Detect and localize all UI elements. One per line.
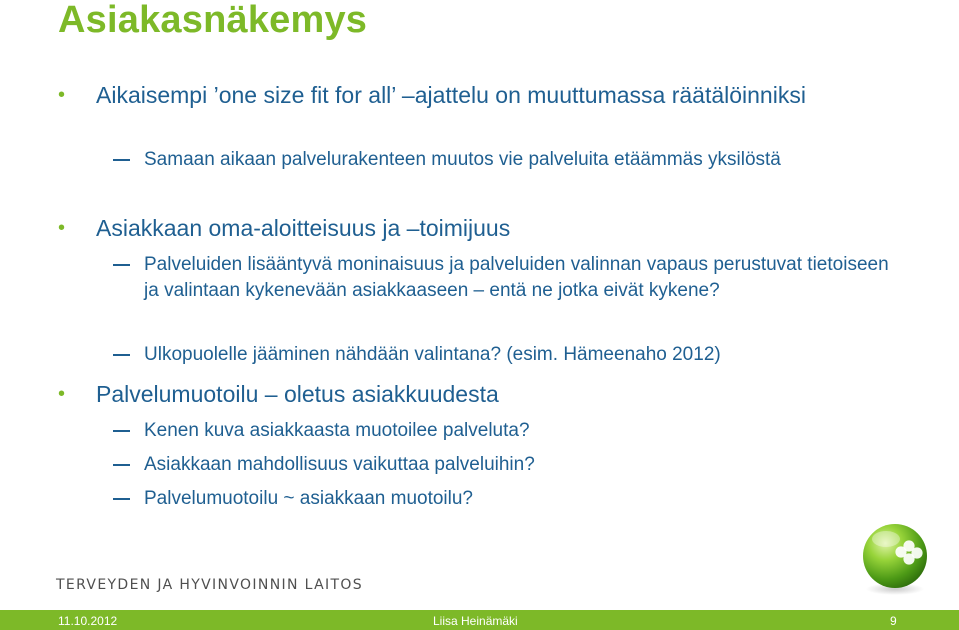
dash-marker (113, 464, 130, 466)
sub-bullet-text: Palvelumuotoilu ~ asiakkaan muotoilu? (144, 488, 474, 509)
organization-name: TERVEYDEN JA HYVINVOINNIN LAITOS (56, 577, 364, 593)
dash-marker (113, 354, 130, 356)
sub-bullet-text: Asiakkaan mahdollisuus vaikuttaa palveluihin? (144, 454, 535, 475)
bullet-text: Asiakkaan oma-aloitteisuus ja –toimijuus (96, 215, 511, 241)
green-sphere-clover-logo-icon (856, 519, 934, 597)
dash-marker (113, 159, 130, 161)
sub-bullet-text: Palveluiden lisääntyvä moninaisuus ja palveluiden valinnan vapaus perustuvat tietoiseen ja valintaan kykenevään asiakkaaseen – entä ne jotka eivät kykene? (144, 254, 889, 301)
footer-date: 11.10.2012 (58, 614, 118, 628)
sub-bullet-text: Samaan aikaan palvelurakenteen muutos vie palveluita etäämmäs yksilöstä (144, 149, 781, 170)
bullet-dot: • (58, 383, 66, 405)
bullet-dot: • (58, 84, 66, 106)
slide-title: Asiakasnäkemys (58, 0, 368, 41)
dash-marker (113, 430, 130, 432)
page-number: 9 (890, 614, 897, 628)
dash-marker (113, 498, 130, 500)
bullet-text: Aikaisempi ’one size fit for all’ –ajattelu on muuttumassa räätälöinniksi (96, 82, 806, 108)
bullet-dot: • (58, 217, 66, 239)
bullet-text: Palvelumuotoilu – oletus asiakkuudesta (96, 381, 499, 407)
sub-bullet-text: Ulkopuolelle jääminen nähdään valintana? (esim. Hämeenaho 2012) (144, 344, 721, 365)
dash-marker (113, 264, 130, 266)
footer-author: Liisa Heinämäki (433, 614, 518, 628)
sub-bullet-text: Kenen kuva asiakkaasta muotoilee palveluta? (144, 420, 530, 441)
